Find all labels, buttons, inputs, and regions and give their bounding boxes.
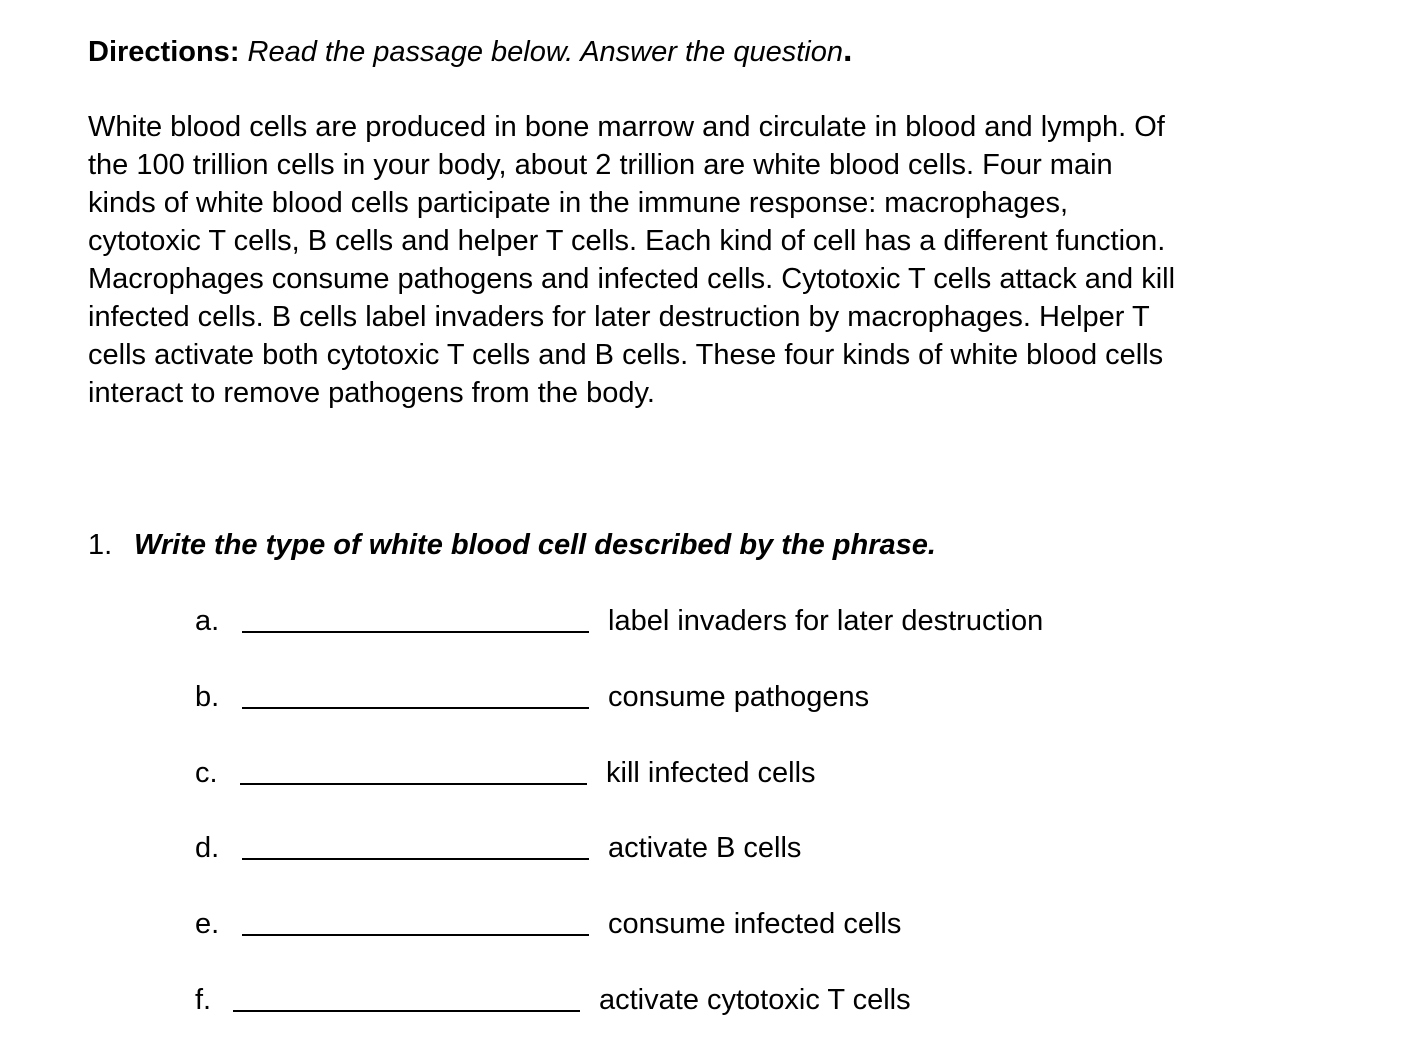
passage-line: cells activate both cytotoxic T cells and B cells. These four kinds of white blood cells <box>88 339 1164 371</box>
item-phrase: consume pathogens <box>608 681 870 713</box>
directions-end-mark: . <box>842 31 853 69</box>
answer-blank[interactable] <box>233 1010 580 1012</box>
item-letter: b. <box>195 681 220 713</box>
item-letter: a. <box>195 605 220 637</box>
passage-line: Macrophages consume pathogens and infected cells. Cytotoxic T cells attack and kill <box>88 263 1176 295</box>
item-phrase: consume infected cells <box>608 908 902 940</box>
item-letter: f. <box>195 984 212 1016</box>
question-1 <box>88 525 936 565</box>
answer-blank[interactable] <box>242 707 589 709</box>
item-letter: e. <box>195 908 220 940</box>
item-phrase: activate cytotoxic T cells <box>599 984 911 1016</box>
passage-line: kinds of white blood cells participate in the immune response: macrophages, <box>88 187 1069 219</box>
reading-passage <box>88 108 1348 412</box>
answer-blank[interactable] <box>242 858 589 860</box>
item-phrase: kill infected cells <box>606 757 816 789</box>
question-text: Write the type of white blood cell described by the phrase. <box>134 529 936 561</box>
answer-blank[interactable] <box>242 631 589 633</box>
directions-label: Directions: <box>88 36 240 68</box>
passage-line: interact to remove pathogens from the body. <box>88 377 655 409</box>
item-phrase: activate B cells <box>608 832 802 864</box>
passage-line: infected cells. B cells label invaders for later destruction by macrophages. Helper T <box>88 301 1150 333</box>
passage-line: cytotoxic T cells, B cells and helper T cells. Each kind of cell has a different function. <box>88 225 1166 257</box>
item-letter: c. <box>195 757 218 789</box>
item-phrase: label invaders for later destruction <box>608 605 1044 637</box>
passage-line: the 100 trillion cells in your body, about 2 trillion are white blood cells. Four main <box>88 149 1113 181</box>
passage-line: White blood cells are produced in bone marrow and circulate in blood and lymph. Of <box>88 111 1165 143</box>
item-letter: d. <box>195 832 220 864</box>
question-number: 1. <box>88 529 113 561</box>
directions-text: Read the passage below. Answer the question <box>247 36 843 68</box>
answer-blank[interactable] <box>242 934 589 936</box>
directions <box>88 30 852 72</box>
answer-blank[interactable] <box>240 783 587 785</box>
